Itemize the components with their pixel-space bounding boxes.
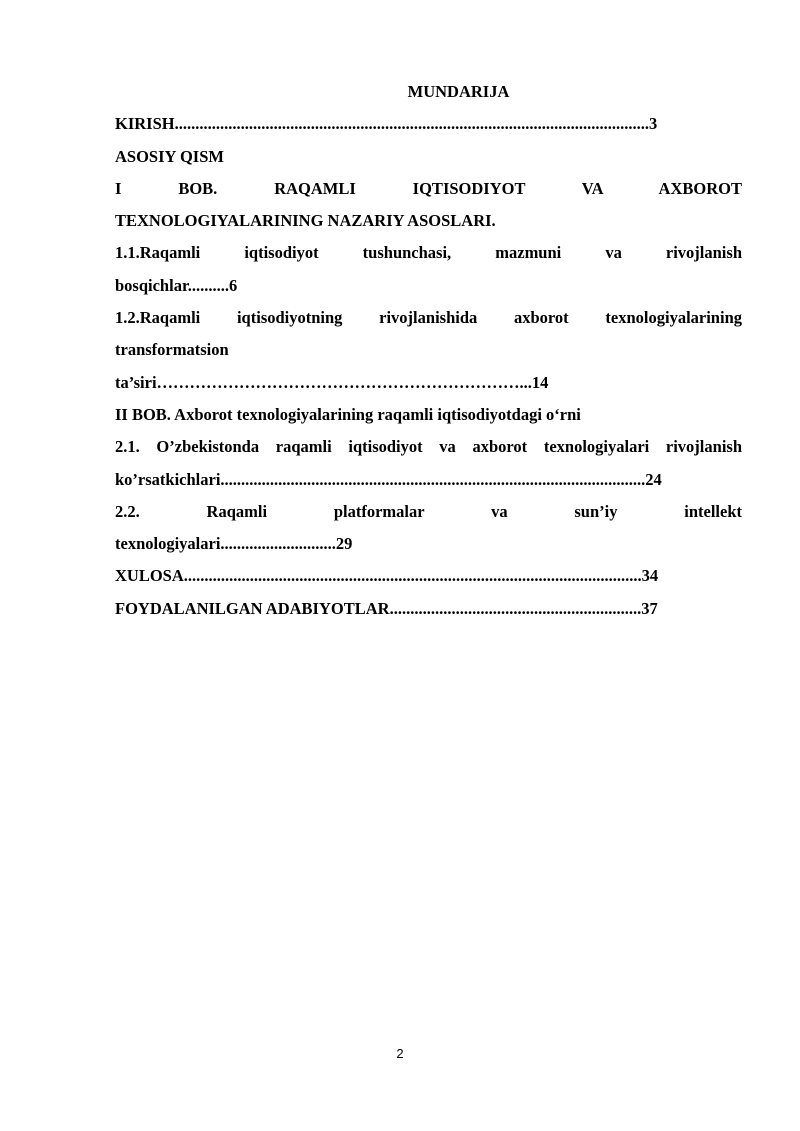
toc-entry-adabiyotlar: FOYDALANILGAN ADABIYOTLAR.............................................................37 (115, 598, 658, 618)
toc-entry-1-2-line-3: ta’siri…………………………………………………………...14 (115, 372, 549, 392)
toc-entry-chapter-1-line-1: I BOB. RAQAMLI IQTISODIYOT VA AXBOROT (115, 178, 742, 198)
toc-entry-1-1-line-1: 1.1.Raqamli iqtisodiyot tushunchasi, mazmuni va rivojlanish (115, 243, 742, 263)
toc-entry-chapter-2: II BOB. Axborot texnologiyalarining raqamli iqtisodiyotdagi o‘rni (115, 404, 581, 424)
toc-entry-1-1-line-2: bosqichlar..........6 (115, 275, 238, 295)
toc-entry-2-1-line-2: ko’rsatkichlari.......................................................................................................24 (115, 469, 662, 489)
toc-entry-1-2-line-1: 1.2.Raqamli iqtisodiyotning rivojlanishida axborot texnologiyalarining (115, 308, 742, 328)
toc-entry-2-1-line-1: 2.1. O’zbekistonda raqamli iqtisodiyot va axborot texnologiyalari rivojlanish (115, 437, 742, 457)
toc-entry-chapter-1-line-2: TEXNOLOGIYALARINING NAZARIY ASOSLARI. (115, 211, 496, 231)
toc-entry-2-2-line-1: 2.2. Raqamli platformalar va sun’iy intellekt (115, 501, 742, 521)
toc-entry-xulosa: XULOSA...............................................................................................................34 (115, 566, 659, 586)
toc-entry-2-2-line-2: texnologiyalari............................29 (115, 534, 353, 554)
table-of-contents (115, 76, 742, 625)
toc-entry-1-2-line-2: transformatsion (115, 340, 229, 360)
toc-title: MUNDARIJA (407, 82, 510, 101)
toc-entry-kirish: KIRISH...................................................................................................................3 (115, 114, 658, 134)
toc-entry-asosiy-qism: ASOSIY QISM (115, 146, 224, 166)
page-number: 2 (396, 1046, 404, 1061)
